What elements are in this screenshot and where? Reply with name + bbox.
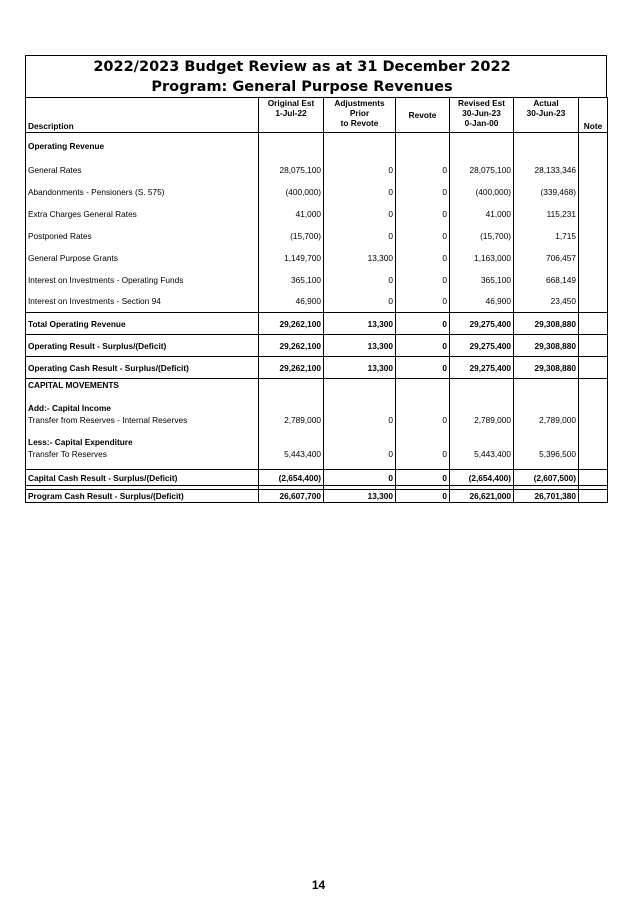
row-label: Interest on Investments - Operating Funds	[26, 269, 259, 291]
total-row	[26, 470, 608, 486]
revote-cell: 0	[396, 181, 450, 203]
revised-est-cell: 41,000	[450, 203, 514, 225]
note-cell	[579, 159, 608, 181]
total-row	[26, 490, 608, 503]
revote-cell: 0	[396, 291, 450, 313]
note-cell	[579, 269, 608, 291]
adjustments-cell: 13,300	[324, 490, 396, 503]
revote-cell: 0	[396, 414, 450, 426]
row-label: Program Cash Result - Surplus/(Deficit)	[26, 490, 259, 503]
group-heading-less-capital-expenditure: Less:- Capital Expenditure	[26, 437, 259, 448]
row-label: Postponed Rates	[26, 225, 259, 247]
table-row	[26, 203, 608, 225]
adjustments-cell: 0	[324, 470, 396, 486]
revote-cell: 0	[396, 335, 450, 357]
adjustments-cell: 0	[324, 225, 396, 247]
adjustments-cell: 0	[324, 159, 396, 181]
total-row	[26, 313, 608, 335]
original-est-cell: 29,262,100	[259, 357, 324, 379]
revised-est-cell: (400,000)	[450, 181, 514, 203]
actual-cell: 28,133,346	[514, 159, 579, 181]
adjustments-cell: 0	[324, 269, 396, 291]
table-row	[26, 448, 608, 460]
spacer-row	[26, 426, 608, 437]
row-label: Extra Charges General Rates	[26, 203, 259, 225]
original-est-cell: 41,000	[259, 203, 324, 225]
adjustments-header: Adjustments Prior to Revote	[324, 98, 396, 133]
table-row	[26, 159, 608, 181]
row-label: Capital Cash Result - Surplus/(Deficit)	[26, 470, 259, 486]
revote-header: Revote	[396, 98, 450, 133]
note-cell	[579, 247, 608, 269]
note-cell	[579, 414, 608, 426]
group-heading-row	[26, 437, 608, 448]
revised-est-cell: 26,621,000	[450, 490, 514, 503]
original-est-cell: (15,700)	[259, 225, 324, 247]
section-row	[26, 379, 608, 392]
revote-cell: 0	[396, 357, 450, 379]
actual-cell: 29,308,880	[514, 313, 579, 335]
actual-cell: 23,450	[514, 291, 579, 313]
revised-est-cell: 1,163,000	[450, 247, 514, 269]
note-cell	[579, 490, 608, 503]
note-cell	[579, 313, 608, 335]
budget-table	[25, 97, 608, 503]
row-label: Total Operating Revenue	[26, 313, 259, 335]
row-label: General Purpose Grants	[26, 247, 259, 269]
original-est-cell: 5,443,400	[259, 448, 324, 460]
revote-cell: 0	[396, 269, 450, 291]
table-row	[26, 291, 608, 313]
note-cell	[579, 335, 608, 357]
revised-est-cell: (15,700)	[450, 225, 514, 247]
budget-sheet	[25, 55, 607, 503]
actual-cell: 26,701,380	[514, 490, 579, 503]
revised-est-cell: 2,789,000	[450, 414, 514, 426]
revote-cell: 0	[396, 313, 450, 335]
page-number: 14	[311, 878, 326, 892]
revote-cell: 0	[396, 490, 450, 503]
adjustments-cell: 0	[324, 181, 396, 203]
original-est-cell: 28,075,100	[259, 159, 324, 181]
note-cell	[579, 448, 608, 460]
actual-cell: (339,468)	[514, 181, 579, 203]
note-cell	[579, 203, 608, 225]
original-est-cell: 46,900	[259, 291, 324, 313]
group-heading-add-capital-income: Add:- Capital Income	[26, 403, 259, 414]
revote-cell: 0	[396, 203, 450, 225]
row-label: General Rates	[26, 159, 259, 181]
revised-est-header: Revised Est 30-Jun-23 0-Jan-00	[450, 98, 514, 133]
row-label: Transfer To Reserves	[26, 448, 259, 460]
table-row	[26, 269, 608, 291]
revised-est-cell: 29,275,400	[450, 335, 514, 357]
row-label: Transfer from Reserves - Internal Reserves	[26, 414, 259, 426]
note-cell	[579, 225, 608, 247]
adjustments-cell: 0	[324, 203, 396, 225]
adjustments-cell: 0	[324, 291, 396, 313]
revote-cell: 0	[396, 448, 450, 460]
revote-cell: 0	[396, 470, 450, 486]
revote-cell: 0	[396, 159, 450, 181]
original-est-cell: 29,262,100	[259, 313, 324, 335]
note-cell	[579, 291, 608, 313]
header-row	[26, 98, 608, 133]
table-row	[26, 225, 608, 247]
title-block	[25, 55, 607, 97]
actual-cell: 5,396,500	[514, 448, 579, 460]
adjustments-cell: 13,300	[324, 335, 396, 357]
original-est-cell: (2,654,400)	[259, 470, 324, 486]
adjustments-cell: 13,300	[324, 313, 396, 335]
actual-cell: 668,149	[514, 269, 579, 291]
adjustments-cell: 0	[324, 448, 396, 460]
section-heading-capital-movements: CAPITAL MOVEMENTS	[26, 379, 259, 392]
table-row	[26, 247, 608, 269]
note-cell	[579, 357, 608, 379]
adjustments-cell: 13,300	[324, 357, 396, 379]
original-est-header: Original Est 1-Jul-22	[259, 98, 324, 133]
actual-cell: 29,308,880	[514, 335, 579, 357]
row-label: Abandonments - Pensioners (S. 575)	[26, 181, 259, 203]
page-title: 2022/2023 Budget Review as at 31 December 2022	[93, 59, 511, 75]
original-est-cell: 29,262,100	[259, 335, 324, 357]
revised-est-cell: 28,075,100	[450, 159, 514, 181]
section-heading-operating-revenue: Operating Revenue	[26, 133, 259, 159]
revised-est-cell: 46,900	[450, 291, 514, 313]
section-row	[26, 133, 608, 159]
description-header: Description	[26, 98, 259, 133]
note-cell	[579, 181, 608, 203]
table-row	[26, 181, 608, 203]
program-subtitle: Program: General Purpose Revenues	[151, 79, 453, 95]
spacer-row	[26, 460, 608, 470]
actual-cell: 1,715	[514, 225, 579, 247]
actual-cell: 706,457	[514, 247, 579, 269]
revote-cell: 0	[396, 225, 450, 247]
revised-est-cell: 29,275,400	[450, 313, 514, 335]
adjustments-cell: 13,300	[324, 247, 396, 269]
row-label: Operating Result - Surplus/(Deficit)	[26, 335, 259, 357]
original-est-cell: 2,789,000	[259, 414, 324, 426]
revised-est-cell: (2,654,400)	[450, 470, 514, 486]
note-header: Note	[579, 98, 608, 133]
adjustments-cell: 0	[324, 414, 396, 426]
actual-header: Actual 30-Jun-23	[514, 98, 579, 133]
note-cell	[579, 470, 608, 486]
total-row	[26, 335, 608, 357]
original-est-cell: 365,100	[259, 269, 324, 291]
row-label: Operating Cash Result - Surplus/(Deficit)	[26, 357, 259, 379]
original-est-cell: 26,607,700	[259, 490, 324, 503]
revised-est-cell: 5,443,400	[450, 448, 514, 460]
group-heading-row	[26, 403, 608, 414]
revised-est-cell: 29,275,400	[450, 357, 514, 379]
spacer-row	[26, 392, 608, 403]
actual-cell: 2,789,000	[514, 414, 579, 426]
original-est-cell: 1,149,700	[259, 247, 324, 269]
actual-cell: 115,231	[514, 203, 579, 225]
table-row	[26, 414, 608, 426]
actual-cell: 29,308,880	[514, 357, 579, 379]
original-est-cell: (400,000)	[259, 181, 324, 203]
revote-cell: 0	[396, 247, 450, 269]
revised-est-cell: 365,100	[450, 269, 514, 291]
total-row	[26, 357, 608, 379]
row-label: Interest on Investments - Section 94	[26, 291, 259, 313]
actual-cell: (2,607,500)	[514, 470, 579, 486]
